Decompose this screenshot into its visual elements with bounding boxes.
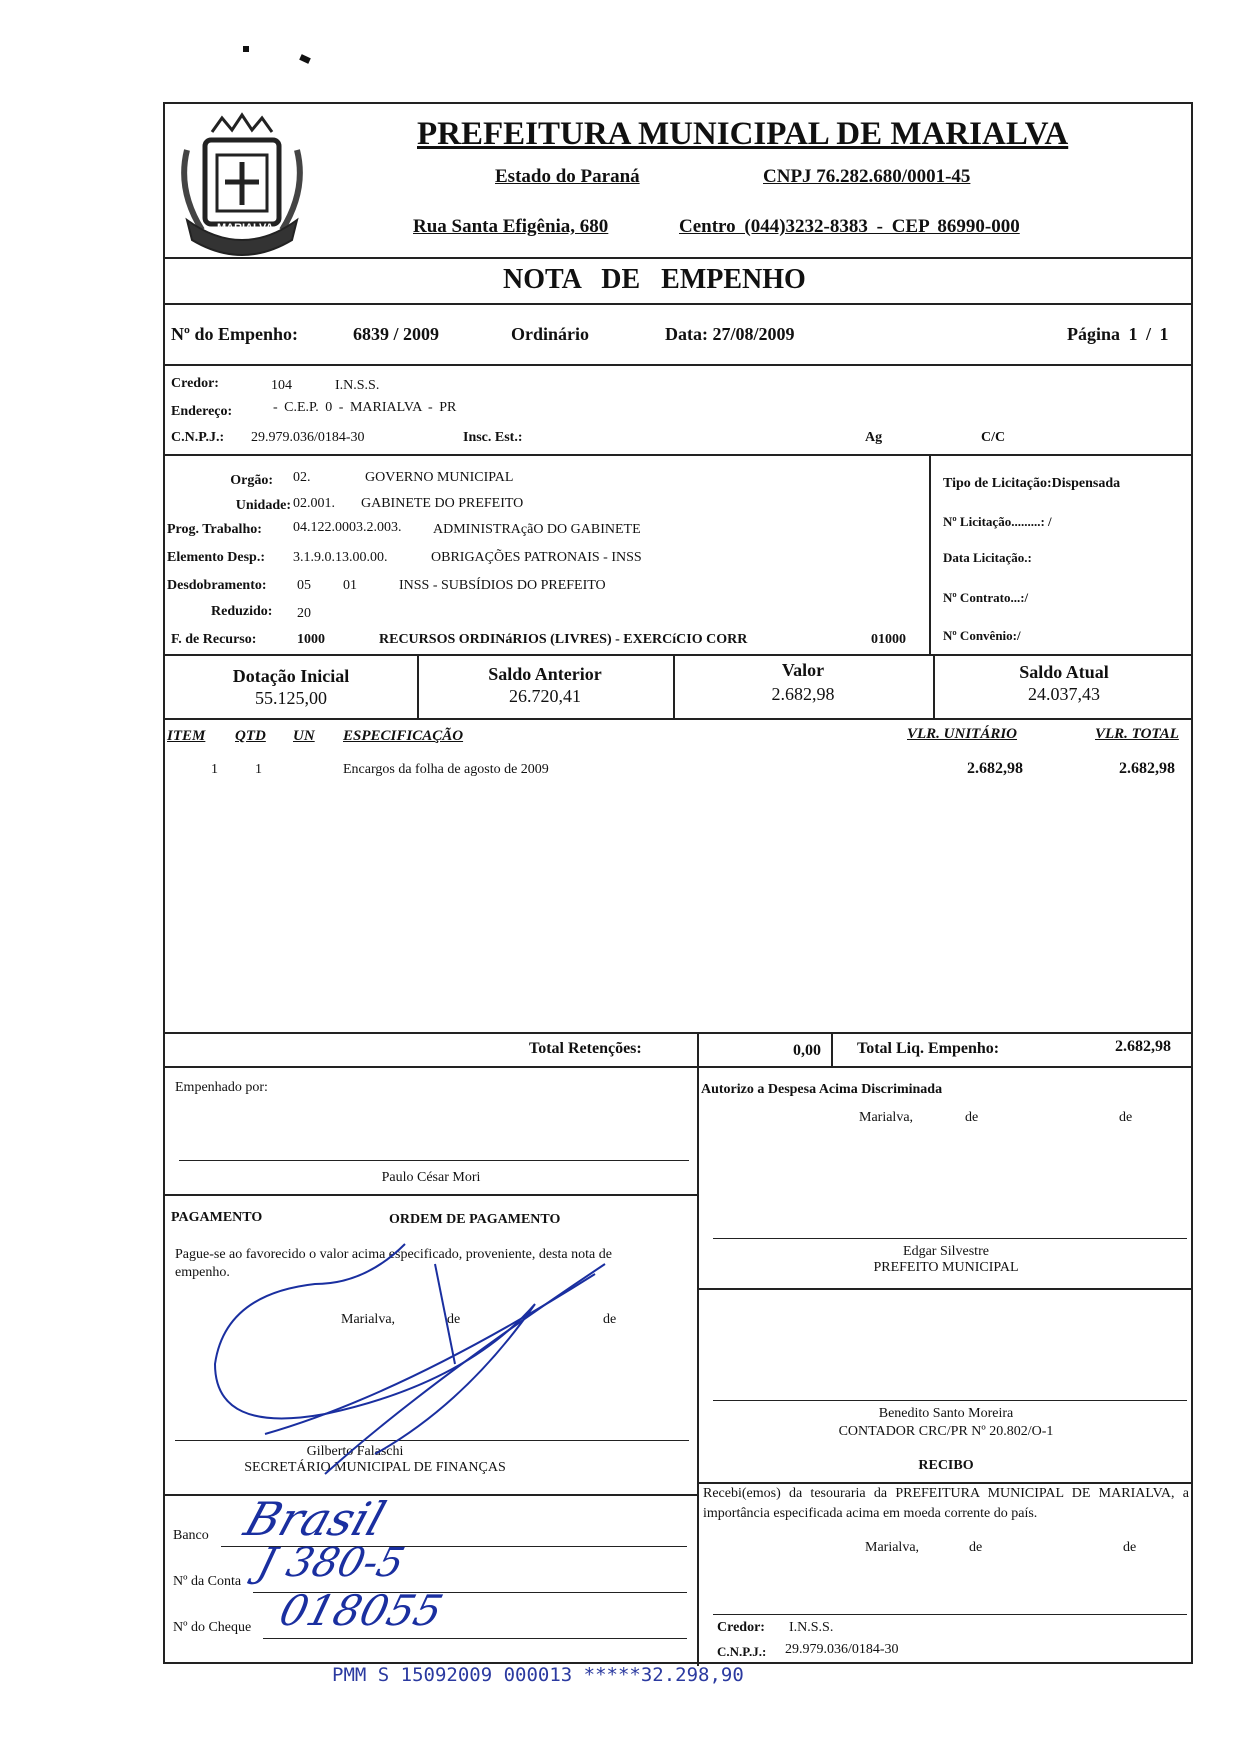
recibo-cnpj: 29.979.036/0184-30 bbox=[785, 1642, 899, 1657]
valor-value: 2.682,98 bbox=[771, 684, 835, 704]
numero-licitacao: Nº Licitação.........: / bbox=[943, 514, 1052, 529]
seal-ribbon-text: MARIALVA bbox=[217, 222, 274, 234]
prefeito-title: PREFEITO MUNICIPAL bbox=[873, 1260, 1019, 1275]
prog-label: Prog. Trabalho: bbox=[167, 522, 262, 537]
reduzido-code: 20 bbox=[297, 606, 311, 621]
secretario-title: SECRETÁRIO MUNICIPAL DE FINANÇAS bbox=[244, 1460, 506, 1475]
empenhado-por-label: Empenhado por: bbox=[175, 1080, 268, 1095]
desdobramento-label: Desdobramento: bbox=[167, 578, 267, 593]
conta-label: Nº da Conta bbox=[173, 1574, 242, 1589]
col-vlr-total: VLR. TOTAL bbox=[1095, 726, 1179, 742]
empenho-label: Nº do Empenho: bbox=[171, 324, 298, 344]
credor-cnpj: 29.979.036/0184-30 bbox=[251, 430, 365, 445]
reduzido-label: Reduzido: bbox=[211, 604, 273, 619]
recibo-city: Marialva, bbox=[865, 1540, 920, 1555]
elemento-code: 3.1.9.0.13.00.00. bbox=[293, 550, 388, 565]
item-vlr-total: 2.682,98 bbox=[1119, 760, 1175, 777]
ag-label: Ag bbox=[865, 430, 883, 445]
desdobramento-code1: 05 bbox=[297, 578, 311, 593]
credor-address: - C.E.P. 0 - MARIALVA - PR bbox=[273, 400, 457, 415]
empenho-type: Ordinário bbox=[511, 324, 590, 344]
empenhado-por-name: Paulo César Mori bbox=[381, 1170, 481, 1185]
elemento-name: OBRIGAÇÕES PATRONAIS - INSS bbox=[431, 550, 642, 565]
credor-name: I.N.S.S. bbox=[335, 378, 380, 393]
recibo-de1: de bbox=[969, 1540, 983, 1555]
handwritten-cheque: 018055 bbox=[274, 1586, 448, 1635]
empenho-number: 6839 / 2009 bbox=[353, 324, 440, 344]
total-retencoes-value: 0,00 bbox=[793, 1042, 821, 1059]
pagamento-label: PAGAMENTO bbox=[171, 1210, 263, 1225]
recibo-cnpj-label: C.N.P.J.: bbox=[717, 1644, 767, 1659]
total-liquido-value: 2.682,98 bbox=[1115, 1038, 1171, 1055]
ordem-pagamento-label: ORDEM DE PAGAMENTO bbox=[389, 1212, 561, 1227]
address-label: Endereço: bbox=[171, 404, 233, 419]
tipo-licitacao: Tipo de Licitação:Dispensada bbox=[943, 476, 1121, 491]
recibo-title: RECIBO bbox=[918, 1458, 974, 1473]
autorizo-city: Marialva, bbox=[859, 1110, 914, 1125]
prog-code: 04.122.0003.2.003. bbox=[293, 520, 402, 535]
orgao-code: 02. bbox=[293, 470, 311, 485]
ordem-city: Marialva, bbox=[341, 1312, 396, 1327]
saldo-atual-value: 24.037,43 bbox=[1028, 684, 1100, 704]
machine-stamp: PMM S 15092009 000013 *****32.298,90 bbox=[332, 1664, 744, 1686]
prefeito-name: Edgar Silvestre bbox=[903, 1244, 989, 1259]
orgao-label: Orgão: bbox=[230, 473, 273, 488]
secretario-name: Gilberto Falaschi bbox=[306, 1444, 404, 1459]
orgao-name: GOVERNO MUNICIPAL bbox=[365, 470, 514, 485]
recibo-credor: I.N.S.S. bbox=[789, 1620, 834, 1635]
total-retencoes-label: Total Retenções: bbox=[529, 1040, 642, 1057]
contact-header: Centro (044)3232-8383 - CEP 86990-000 bbox=[679, 216, 1020, 237]
cc-label: C/C bbox=[981, 430, 1006, 445]
saldo-anterior-label: Saldo Anterior bbox=[488, 664, 602, 684]
desdobramento-name: INSS - SUBSÍDIOS DO PREFEITO bbox=[399, 578, 606, 593]
data-licitacao: Data Licitação.: bbox=[943, 550, 1032, 565]
cheque-label: Nº do Cheque bbox=[173, 1620, 252, 1635]
autorizo-de1: de bbox=[965, 1110, 979, 1125]
ordem-de2: de bbox=[603, 1312, 617, 1327]
numero-convenio: Nº Convênio:/ bbox=[943, 628, 1021, 643]
cnpj-label: C.N.P.J.: bbox=[171, 430, 225, 445]
contador-name: Benedito Santo Moreira bbox=[878, 1406, 1014, 1421]
coat-of-arms-icon bbox=[167, 110, 317, 260]
credor-code: 104 bbox=[271, 378, 292, 393]
col-vlr-unitario: VLR. UNITÁRIO bbox=[907, 726, 1018, 742]
item-vlr-unitario: 2.682,98 bbox=[967, 760, 1023, 777]
unidade-name: GABINETE DO PREFEITO bbox=[361, 496, 524, 511]
banco-label: Banco bbox=[173, 1528, 209, 1543]
handwritten-banco: Brasil bbox=[238, 1492, 393, 1546]
recibo-de2: de bbox=[1123, 1540, 1137, 1555]
col-especificacao: ESPECIFICAÇÃO bbox=[343, 728, 464, 744]
ordem-de1: de bbox=[447, 1312, 461, 1327]
scan-mark bbox=[299, 54, 311, 64]
saldo-anterior-value: 26.720,41 bbox=[509, 686, 581, 706]
cnpj-header: CNPJ 76.282.680/0001-45 bbox=[763, 166, 971, 187]
total-liquido-label: Total Liq. Empenho: bbox=[857, 1040, 1000, 1057]
page-number: Página 1 / 1 bbox=[1067, 324, 1169, 344]
numero-contrato: Nº Contrato...:/ bbox=[943, 590, 1029, 605]
address-header: Rua Santa Efigênia, 680 bbox=[413, 216, 609, 237]
pague-text: Pague-se ao favorecido o valor acima especificado, proveniente, desta nota de empenho. bbox=[175, 1247, 612, 1280]
autorizo-text: Autorizo a Despesa Acima Discriminada bbox=[701, 1082, 943, 1097]
nota-de-empenho-form bbox=[163, 102, 1193, 1664]
dotacao-label: Dotação Inicial bbox=[232, 666, 350, 686]
col-un: UN bbox=[293, 728, 315, 744]
recurso-label: F. de Recurso: bbox=[171, 632, 257, 647]
col-item: ITEM bbox=[167, 728, 206, 744]
contador-title: CONTADOR CRC/PR Nº 20.802/O-1 bbox=[838, 1424, 1054, 1439]
valor-label: Valor bbox=[781, 660, 825, 680]
signature-scribble bbox=[205, 1224, 625, 1484]
elemento-label: Elemento Desp.: bbox=[167, 550, 265, 565]
state-name: Estado do Paraná bbox=[495, 166, 640, 187]
recibo-text: Recebi(emos) da tesouraria da PREFEITURA MUNICIPAL DE MARIALVA, a importância especificada acima em moeda corrente do país. bbox=[703, 1486, 1189, 1521]
unidade-code: 02.001. bbox=[293, 496, 335, 511]
page-title: PREFEITURA MUNICIPAL DE MARIALVA bbox=[417, 116, 1069, 152]
credor-label: Credor: bbox=[171, 376, 219, 391]
scan-mark bbox=[243, 46, 249, 52]
unidade-label: Unidade: bbox=[235, 498, 291, 513]
recurso-code: 1000 bbox=[297, 632, 325, 647]
item-number: 1 bbox=[211, 762, 218, 777]
saldo-atual-label: Saldo Atual bbox=[1019, 662, 1109, 682]
prog-name: ADMINISTRAçãO DO GABINETE bbox=[433, 522, 641, 537]
desdobramento-code2: 01 bbox=[343, 578, 357, 593]
recurso-extra: 01000 bbox=[871, 632, 906, 647]
empenho-date: Data: 27/08/2009 bbox=[665, 324, 795, 344]
item-especificacao: Encargos da folha de agosto de 2009 bbox=[343, 762, 549, 777]
insc-est-label: Insc. Est.: bbox=[463, 430, 523, 445]
handwritten-conta: J 380-5 bbox=[252, 1540, 410, 1586]
doc-title: NOTA DE EMPENHO bbox=[503, 264, 806, 295]
recurso-name: RECURSOS ORDINáRIOS (LIVRES) - EXERCíCIO CORR bbox=[379, 632, 748, 647]
col-qtd: QTD bbox=[235, 728, 266, 744]
autorizo-de2: de bbox=[1119, 1110, 1133, 1125]
recibo-credor-label: Credor: bbox=[717, 1620, 765, 1635]
item-qtd: 1 bbox=[255, 762, 262, 777]
dotacao-value: 55.125,00 bbox=[255, 688, 327, 708]
